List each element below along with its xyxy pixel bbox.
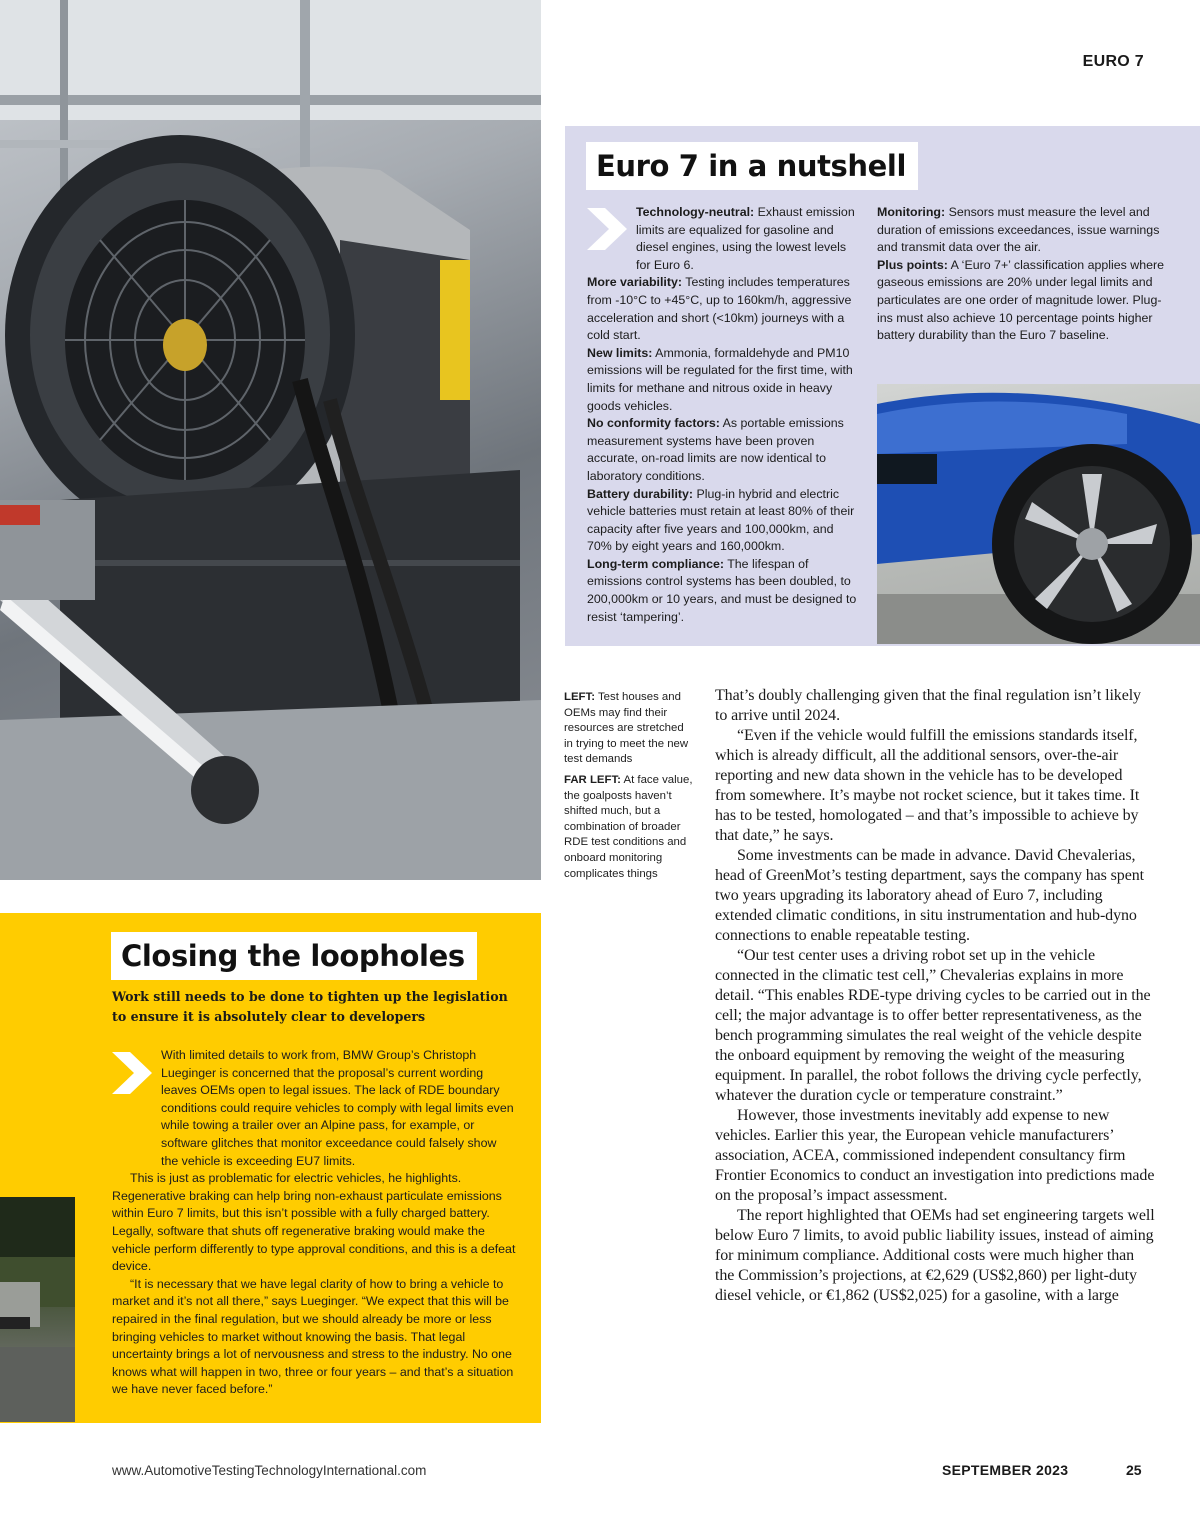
footer-url: www.AutomotiveTestingTechnologyInternational.com bbox=[112, 1463, 427, 1478]
loopholes-standfirst: Work still needs to be done to tighten up the legislation to ensure it is absolutely clear to developers bbox=[112, 989, 508, 1024]
loopholes-paragraph: This is just as problematic for electric vehicles, he highlights. Regenerative braking can help bring non-exhaust particulate emissions within Euro 7 limits, but this isn’t possible with a fully charged battery. Legally, software that shuts off regenerative braking would make the vehicle perform differently to type approval conditions, and this is a defeat device. bbox=[112, 1171, 516, 1274]
article-paragraph: “Our test center uses a driving robot set up in the vehicle connected in the climatic test cell,” Chevalerias explains in more detail. “This enables RDE-type driving cycles to be carried out in the cell; the major advantage is to offer better representativeness, as the bench programming simulates the real weight of the vehicle despite the onboard equipment by removing the weight of the measuring equipment. In parallel, the robot follows the driving cycle perfectly, whatever the duration cycle or temperature constraint.” bbox=[715, 947, 1151, 1104]
page-number: 25 bbox=[1126, 1462, 1142, 1478]
article-body bbox=[715, 686, 1155, 1306]
nutshell-item: Battery durability: Plug-in hybrid and electric vehicle batteries must retain at least 80% of their capacity after five years and 100,000km, and 70% by eight years and 160,000km. bbox=[587, 486, 855, 554]
loopholes-paragraph: With limited details to work from, BMW Group’s Christoph Lueginger is concerned that the proposal’s current wording leaves OEMs open to legal issues. The lack of RDE boundary conditions could require vehicles to comply with legal limits even while towing a trailer over an Alpine pass, for example, or software glitches that monitor exceedance could falsely show the vehicle is exceeding EU7 limits. bbox=[161, 1048, 514, 1168]
nutshell-item: New limits: Ammonia, formaldehyde and PM10 emissions will be regulated for the first time, with limits for methane and nitrous oxide in heavy goods vehicles. bbox=[587, 345, 853, 413]
nutshell-item: Long-term compliance: The lifespan of emissions control systems has been doubled, to 200,000km or 10 years, and must be designed to resist ‘tampering’. bbox=[587, 556, 857, 624]
nutshell-item: Plus points: A ‘Euro 7+’ classification applies where gaseous emissions are 20% under legal limits and particulates are one order of magnitude lower. Plug-ins must also achieve 10 percentage points higher battery durability than the Euro 7 baseline. bbox=[877, 257, 1165, 343]
nutshell-title: Euro 7 in a nutshell bbox=[586, 142, 918, 190]
article-paragraph: However, those investments inevitably add expense to new vehicles. Earlier this year, the European vehicle manufacturers’ association, ACEA, commissioned independent consultancy firm Frontier Economics to conduct an investigation into predictions made on the proposal’s impact assessment. bbox=[715, 1107, 1155, 1204]
nutshell-column-right bbox=[877, 204, 1177, 345]
article-paragraph: “Even if the vehicle would fulfill the emissions standards itself, which is already difficult, all the additional sensors, over-the-air reporting and new data shown in the vehicle has to be developed from somewhere. It’s maybe not rocket science, but it takes time. It has to be tested, homologated – and that’s impossible to achieve by that date,” he says. bbox=[715, 727, 1140, 844]
nutshell-item: Technology-neutral: Exhaust emission limits are equalized for gasoline and diesel engines, using the lowest levels for Euro 6. bbox=[636, 205, 855, 272]
section-label: EURO 7 bbox=[1082, 53, 1144, 70]
photo-captions bbox=[564, 690, 694, 887]
test-rig-photo bbox=[0, 0, 541, 880]
article-paragraph: That’s doubly challenging given that the final regulation isn’t likely to arrive until 2024. bbox=[715, 687, 1141, 724]
loopholes-body bbox=[112, 1047, 517, 1399]
nutshell-item: More variability: Testing includes temperatures from -10°C to +45°C, up to 160km/h, aggressive acceleration and short (<10km) journeys with a cold start. bbox=[587, 275, 852, 343]
nutshell-item: No conformity factors: As portable emissions measurement systems have been proven accurate, on-road limits are now identical to laboratory conditions. bbox=[587, 416, 844, 483]
loopholes-title: Closing the loopholes bbox=[111, 932, 477, 980]
road-photo-strip bbox=[0, 1197, 75, 1422]
nutshell-column-left bbox=[587, 204, 857, 626]
article-paragraph: The report highlighted that OEMs had set engineering targets well below Euro 7 limits, to avoid public liability issues, instead of aiming for minimum compliance. Additional costs were much higher than the Commission’s projections, at €2,629 (US$2,860) per light-duty diesel vehicle, or €1,862 (US$2,025) for a gasoline, with a large bbox=[715, 1207, 1155, 1304]
loopholes-paragraph: “It is necessary that we have legal clarity of how to bring a vehicle to market and it’s not all there,” says Lueginger. “We expect that this will be repaired in the final regulation, but we should already be more or less bringing vehicles to market without knowing the basis. That legal uncertainty brings a lot of nervousness and stress to the industry. No one knows what will happen in two, three or four years – and that’s a situation we have never faced before.” bbox=[112, 1276, 514, 1397]
caption-far-left: FAR LEFT: At face value, the goalposts haven’t shifted much, but a combination of broader RDE test conditions and onboard monitoring complicates things bbox=[564, 773, 693, 880]
car-wheel-photo bbox=[877, 384, 1200, 644]
loopholes-sidebar bbox=[0, 913, 541, 1423]
caption-left: LEFT: Test houses and OEMs may find their resources are stretched in trying to meet the new test demands bbox=[564, 691, 689, 766]
footer-date: SEPTEMBER 2023 bbox=[942, 1462, 1069, 1478]
article-paragraph: Some investments can be made in advance. David Chevalerias, head of GreenMot’s testing department, says the company has spent two years upgrading its laboratory ahead of Euro 7, including extended climatic conditions, in situ instrumentation and hub-dyno connections to enable repeatable testing. bbox=[715, 847, 1144, 944]
nutshell-item: Monitoring: Sensors must measure the level and duration of emissions exceedances, issue warnings and transmit data over the air. bbox=[877, 205, 1160, 255]
